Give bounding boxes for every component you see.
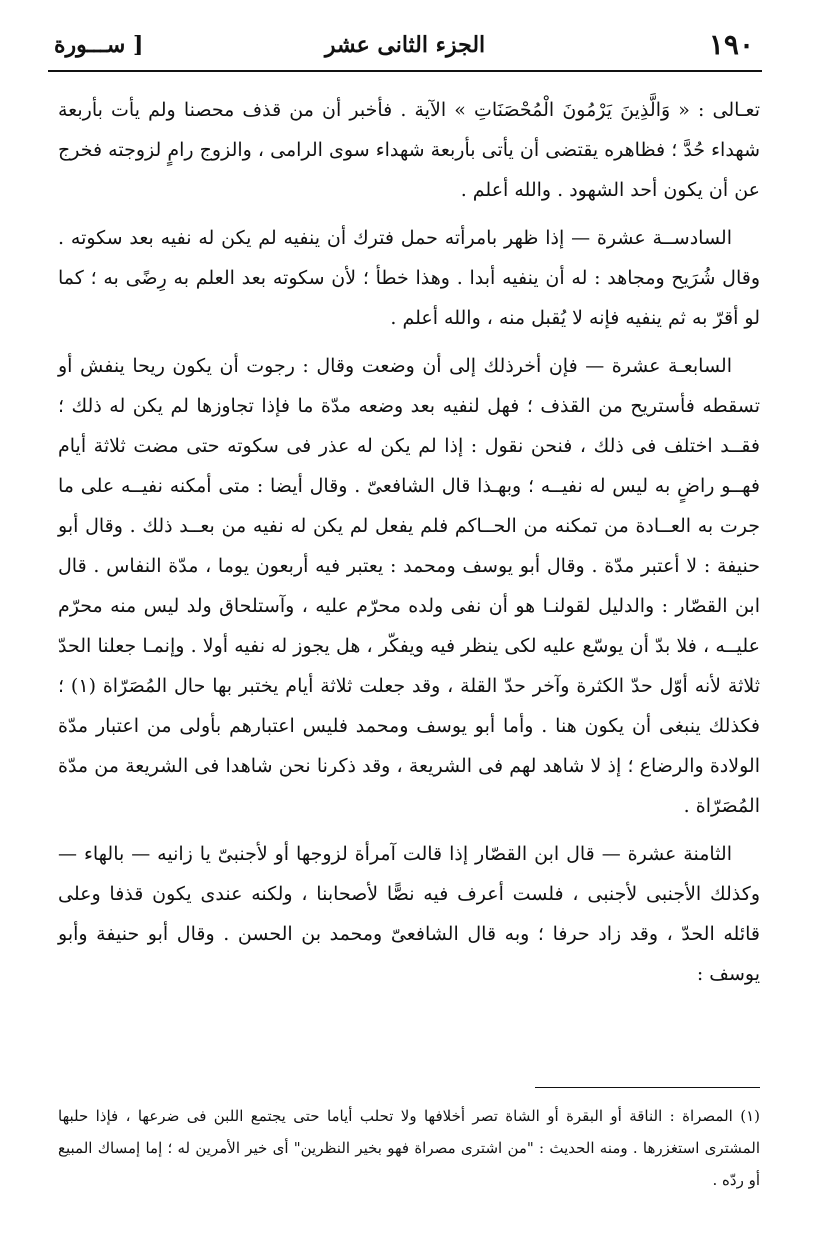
page-number: ١٩٠ (708, 28, 754, 61)
main-text (58, 90, 760, 1002)
paragraph-continuation: تعـالى : « وَالَّذِينَ يَرْمُونَ الْمُحْصَنَاتِ » الآية . فأخبر أن من قذف محصنا ولم يأت بأربعة شهداء حُدَّ ؛ فظاهره يقتضى أن يأتى بأربعة شهداء سوى الرامى ، والزوج رامٍ لزوجته فخرج عن أن يكون أحد الشهود . والله أعلم . (58, 99, 760, 201)
paragraph-issue-16: السادســة عشرة — إذا ظهر بامرأته حمل فترك أن ينفيه لم يكن له نفيه بعد سكوته . وقال شُرَيح ومجاهد : له أن ينفيه أبدا . وهذا خطأ ؛ لأن سكوته بعد العلم به رِضًى به ؛ كما لو أقرّ به ثم ينفيه فإنه لا يُقبل منه ، والله أعلم . (58, 227, 760, 329)
footnote-divider (535, 1087, 760, 1088)
running-header (48, 22, 762, 72)
surah-label: [ ســـورة (54, 32, 144, 58)
paragraph-issue-17: السابعـة عشرة — فإن أخرذلك إلى أن وضعت وقال : رجوت أن يكون ريحا ينفش أو تسقطه فأستريح من القذف ؛ فهل لنفيه بعد وضعه مدّة ما فإذا تجاوزها لم يكن له ذلك ؛ فقــد اختلف فى ذلك ، فنحن نقول : إذا لم يكن له عذر فى سكوته حتى مضت ثلاثة أيام فهــو راضٍ به ليس له نفيــه ؛ وبهـذا قال الشافعىّ . وقال أيضا : متى أمكنه نفيــه على ما جرت به العــادة من تمكنه من الحــاكم فلم يفعل لم يكن له نفيه من بعــد ذلك . وقال أبو حنيفة : لا أعتبر مدّة . وقال أبو يوسف ومحمد : يعتبر فيه أربعون يوما ، مدّة النفاس . قال ابن القصّار : والدليل لقولنـا هو أن نفى ولده محرّم عليه ، وآستلحاق ولد ليس منه محرّم عليــه ، فلا بدّ أن يوسّع عليه لكى ينظر فيه ويفكّر ، هل يجوز له نفيه أولا . وإنمـا جعلنا الحدّ ثلاثة لأنه أوّل حدّ الكثرة وآخر حدّ القلة ، وقد جعلت ثلاثة أيام يختبر بها حال المُصَرّاة (١) ؛ فكذلك ينبغى أن يكون هنا . وأما أبو يوسف ومحمد فليس اعتبارهم بأولى من اعتبار مدّة الولادة والرضاع ؛ إذ لا شاهد لهم فى الشريعة ، وقد ذكرنا نحن شاهدا فى الشريعة من مدّة المُصَرّاة . (58, 355, 761, 817)
footnote: (١) المصراة : الناقة أو البقرة أو الشاة تصر أخلافها ولا تحلب أياما حتى يجتمع اللبن فى ضرعها ، فإذا حلبها المشترى استغزرها . ومنه الحديث : "من اشترى مصراة فهو بخير النظرين" أى خير الأمرين له ؛ إما إمساك المبيع أو ردّه . (58, 1107, 760, 1189)
header-divider (48, 70, 762, 72)
running-title: الجزء الثانى عشر (324, 32, 486, 58)
paragraph-issue-18: الثامنة عشرة — قال ابن القصّار إذا قالت آمرأة لزوجها أو لأجنبىّ يا زانيه — بالهاء — وكذلك الأجنبى لأجنبى ، فلست أعرف فيه نصًّا لأصحابنا ، ولكنه عندى يكون قذفا وعلى قائله الحدّ ، وقد زاد حرفا ؛ وبه قال الشافعىّ ومحمد بن الحسن . وقال أبو حنيفة وأبو يوسف : (58, 843, 760, 985)
